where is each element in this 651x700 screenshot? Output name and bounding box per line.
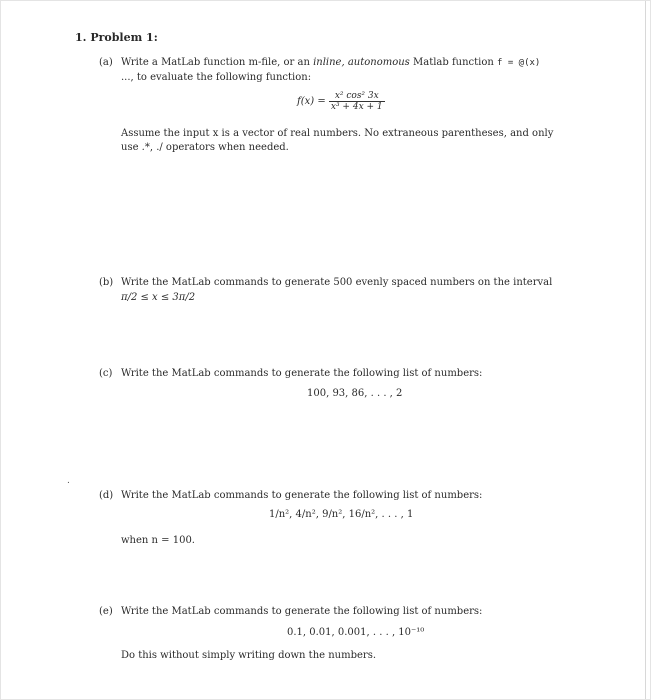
part-e-line1 <box>99 605 599 619</box>
part-c-text: Write the MatLab commands to generate the following list of numbers: <box>121 368 483 379</box>
part-a-assume1: Assume the input x is a vector of real numbers. No extraneous parentheses, and only <box>121 128 554 139</box>
part-a-line2: ..., to evaluate the following function: <box>121 72 312 83</box>
part-d-text: Write the MatLab commands to generate the following list of numbers: <box>121 490 483 501</box>
formula-numerator: x² cos² 3x <box>334 91 379 101</box>
part-c-sequence: 100, 93, 86, . . . , 2 <box>307 388 403 399</box>
part-e-label: (e) <box>99 606 113 617</box>
formula-denominator: x³ + 4x + 1 <box>330 102 383 112</box>
part-d-when: when n = 100. <box>121 535 195 546</box>
part-b-interval: π/2 ≤ x ≤ 3π/2 <box>121 292 196 303</box>
formula-lhs: f(x) = <box>297 96 326 107</box>
part-a-formula <box>297 91 385 112</box>
part-b-line1 <box>99 276 599 290</box>
margin-mark: . <box>67 476 70 486</box>
part-d-sequence: 1/n², 4/n², 9/n², 16/n², . . . , 1 <box>269 509 414 520</box>
part-c-label: (c) <box>99 368 113 379</box>
formula-fraction <box>329 91 385 112</box>
part-a-label: (a) <box>99 57 113 68</box>
part-a-code: f = @(x) <box>497 58 541 68</box>
part-b-label: (b) <box>99 277 114 288</box>
part-a-text: Write a MatLab function m-file, or an <box>121 57 314 68</box>
part-b-text: Write the MatLab commands to generate 500 evenly spaced numbers on the interval <box>121 277 553 288</box>
part-d-label: (d) <box>99 490 114 501</box>
part-a-text-post: Matlab function <box>409 57 497 68</box>
part-e-note: Do this without simply writing down the numbers. <box>121 650 377 661</box>
part-a-line1 <box>99 56 599 70</box>
part-c-line1 <box>99 367 599 381</box>
part-e-sequence: 0.1, 0.01, 0.001, . . . , 10⁻¹⁰ <box>287 627 425 638</box>
page-border <box>645 1 646 699</box>
part-a-assume2: use .*, ./ operators when needed. <box>121 142 289 153</box>
part-a-emphasis: inline, autonomous <box>313 57 410 68</box>
part-d-line1 <box>99 489 599 503</box>
problem-title: 1. Problem 1: <box>75 31 158 44</box>
part-e-text: Write the MatLab commands to generate the following list of numbers: <box>121 606 483 617</box>
